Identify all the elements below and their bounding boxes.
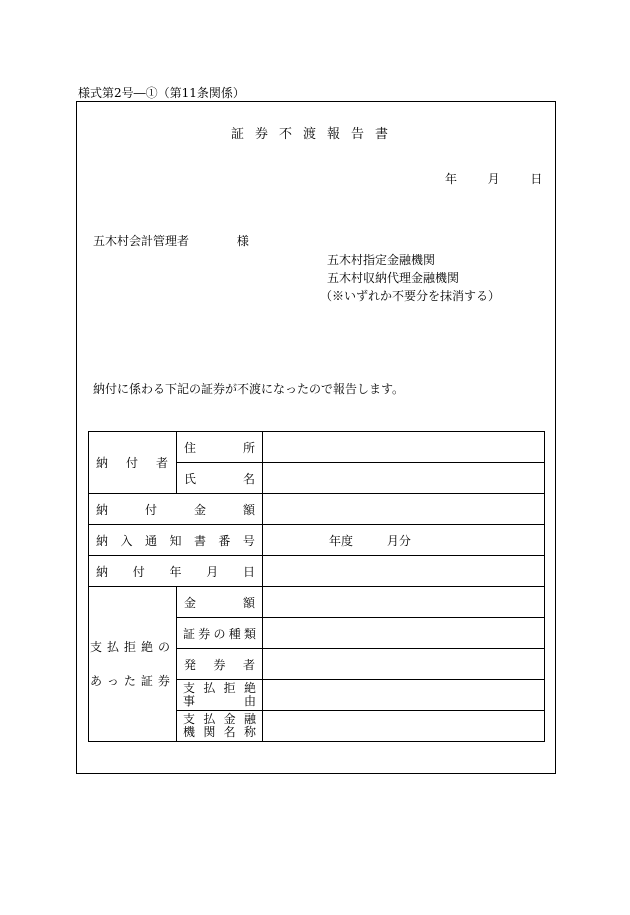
security-amount-label: 金 額: [177, 587, 263, 618]
sender-block: [320, 251, 501, 305]
table-row: [89, 587, 545, 618]
amount-paid-field[interactable]: [263, 494, 545, 525]
payment-date-label: 納 付 年 月 日: [89, 556, 263, 587]
amount-paid-label: 納 付 金 額: [89, 494, 263, 525]
paying-bank-label: 支 払 金 融 機 関 名 称: [177, 711, 263, 742]
table-row: [89, 494, 545, 525]
table-row: [89, 556, 545, 587]
issuer-field[interactable]: [263, 649, 545, 680]
date-line: [445, 170, 542, 187]
name-field[interactable]: [263, 463, 545, 494]
paying-bank-field[interactable]: [263, 711, 545, 742]
name-label: 氏 名: [177, 463, 263, 494]
addressee: [93, 232, 249, 249]
date-month: 月: [487, 172, 500, 186]
notice-month-label: 月分: [386, 533, 411, 548]
form-number: 様式第2号―①（第11条関係）: [78, 86, 245, 100]
issuer-label: 発 券 者: [177, 649, 263, 680]
security-type-label: 証 券 の 種 類: [177, 618, 263, 649]
notice-number-field[interactable]: [263, 525, 545, 556]
sender-note: （※いずれか不要分を抹消する）: [320, 289, 501, 303]
refusal-reason-field[interactable]: [263, 680, 545, 711]
table-row: [89, 432, 545, 463]
report-table: [88, 431, 545, 742]
payment-date-field[interactable]: [263, 556, 545, 587]
document-title: 証券不渡報告書: [230, 127, 399, 142]
notice-fiscal-year-label: 年度: [329, 533, 354, 548]
addressee-honorific: 様: [236, 234, 249, 248]
sender-designated-bank: 五木村指定金融機関: [327, 253, 436, 267]
dishonored-security-label: 支払拒絶の あった証券: [89, 587, 177, 742]
addressee-name: 五木村会計管理者: [93, 234, 190, 248]
table-row: [89, 525, 545, 556]
security-amount-field[interactable]: [263, 587, 545, 618]
report-statement: 納付に係わる下記の証券が不渡になったので報告します。: [93, 382, 405, 396]
address-field[interactable]: [263, 432, 545, 463]
notice-number-label: 納 入 通 知 書 番 号: [89, 525, 263, 556]
sender-receiving-agent-bank: 五木村収納代理金融機関: [327, 271, 460, 285]
refusal-reason-label: 支 払 拒 絶 事 由: [177, 680, 263, 711]
security-type-field[interactable]: [263, 618, 545, 649]
date-day: 日: [530, 172, 543, 186]
address-label: 住 所: [177, 432, 263, 463]
date-year: 年: [445, 172, 458, 186]
payer-label: 納 付 者: [89, 432, 177, 494]
